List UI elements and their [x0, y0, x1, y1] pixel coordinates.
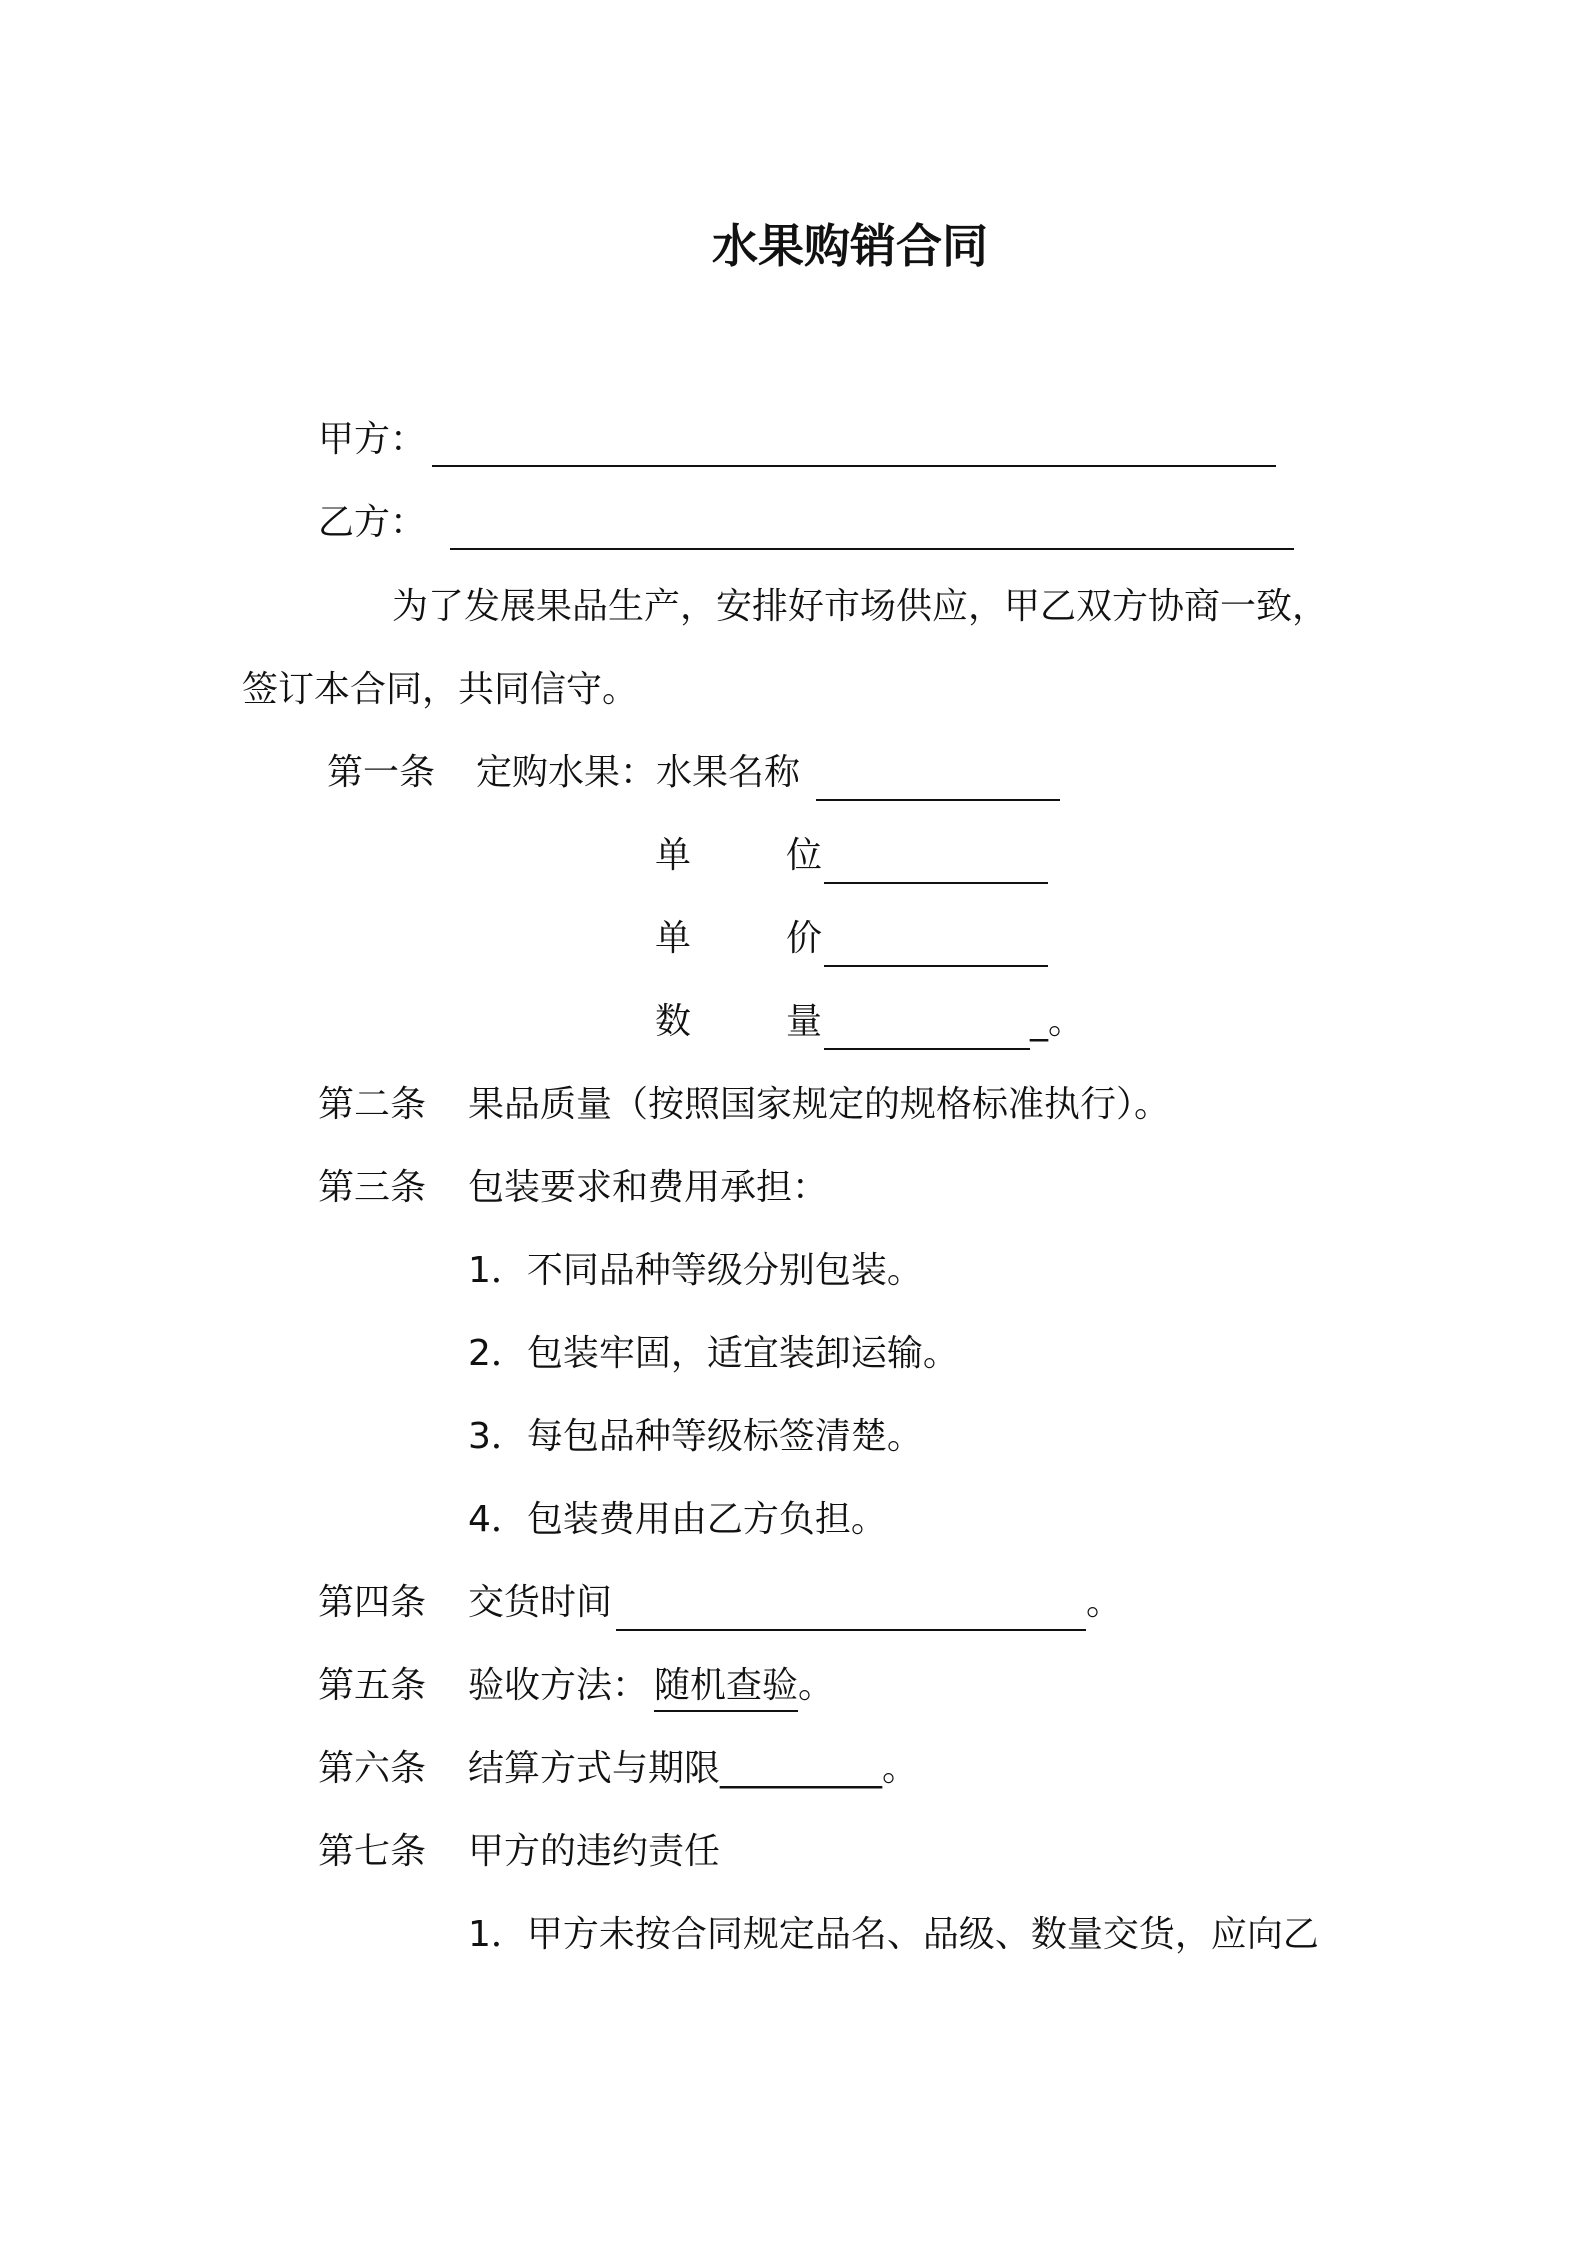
document-title: 水果购销合同	[712, 219, 988, 273]
party-a-blank[interactable]	[432, 465, 1276, 467]
article-3-item-1: 1．不同品种等级分别包装。	[468, 1250, 923, 1291]
preamble-line-2: 签订本合同，共同信守。	[242, 669, 639, 710]
article-4-number: 第四条	[318, 1582, 427, 1623]
article-7-item-1: 1．甲方未按合同规定品名、品级、数量交货，应向乙	[468, 1914, 1319, 1955]
article-6-number: 第六条	[318, 1748, 427, 1789]
delivery-time-blank[interactable]	[616, 1629, 1086, 1631]
preamble-line-1: 为了发展果品生产，安排好市场供应，甲乙双方协商一致，	[392, 586, 1329, 627]
quantity-label-char-2: 量	[786, 1001, 823, 1042]
article-3-item-4: 4．包装费用由乙方负担。	[468, 1499, 887, 1540]
price-label-char-2: 价	[786, 918, 823, 959]
unit-blank[interactable]	[824, 882, 1048, 884]
article-7-number: 第七条	[318, 1831, 427, 1872]
article-5-suffix: 。	[798, 1665, 835, 1706]
price-blank[interactable]	[824, 965, 1048, 967]
quantity-label-char-1: 数	[655, 1001, 692, 1042]
article-3-item-3: 3．每包品种等级标签清楚。	[468, 1416, 923, 1457]
article-1-number: 第一条	[327, 752, 436, 793]
fruit-name-blank[interactable]	[816, 799, 1060, 801]
price-label-char-1: 单	[655, 918, 692, 959]
article-6-text: 结算方式与期限_________。	[468, 1748, 919, 1789]
quantity-suffix: _。	[1030, 1001, 1085, 1042]
article-3-number: 第三条	[318, 1167, 427, 1208]
party-b-blank[interactable]	[450, 548, 1294, 550]
article-2-number: 第二条	[318, 1084, 427, 1125]
party-a-label: 甲方：	[318, 419, 427, 460]
article-4-text: 交货时间	[468, 1582, 613, 1623]
article-5-text: 验收方法：	[468, 1665, 649, 1706]
article-3-item-2: 2．包装牢固，适宜装卸运输。	[468, 1333, 959, 1374]
article-2-text: 果品质量（按照国家规定的规格标准执行）。	[468, 1084, 1171, 1125]
party-b-label: 乙方：	[318, 502, 427, 543]
article-5-number: 第五条	[318, 1665, 427, 1706]
article-7-text: 甲方的违约责任	[468, 1831, 721, 1872]
unit-label-char-2: 位	[786, 835, 823, 876]
article-4-suffix: 。	[1086, 1582, 1123, 1623]
quantity-blank[interactable]	[824, 1048, 1030, 1050]
article-1-heading: 定购水果：水果名称	[476, 752, 801, 793]
inspection-method-value: 随机查验	[654, 1664, 798, 1712]
unit-label-char-1: 单	[655, 835, 692, 876]
article-3-text: 包装要求和费用承担：	[468, 1167, 829, 1208]
